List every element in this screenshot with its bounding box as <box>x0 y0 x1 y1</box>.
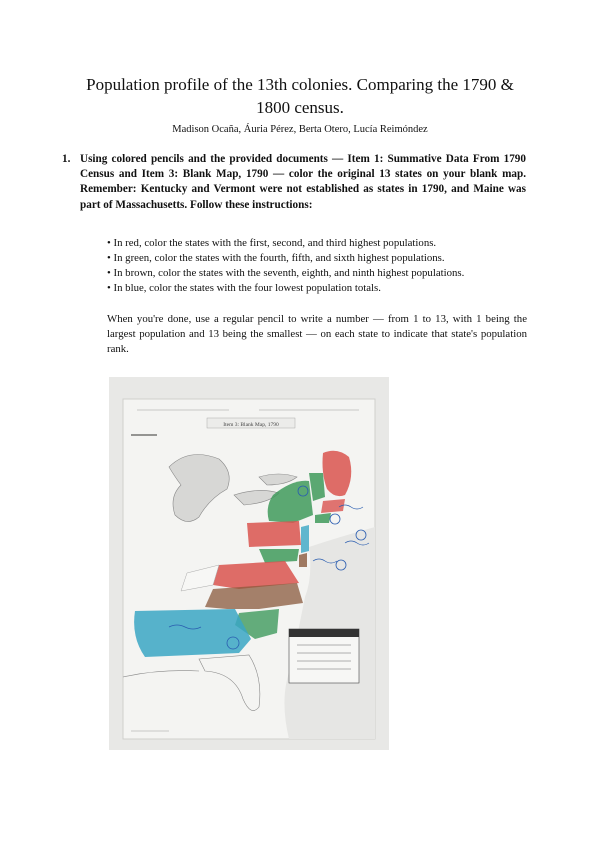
pennsylvania <box>247 521 301 547</box>
map-title: Item 3: Blank Map, 1790 <box>223 422 279 428</box>
document-title <box>40 73 560 119</box>
instruction-brown: • In brown, color the states with the seventh, eighth, and ninth highest populations. <box>107 267 465 279</box>
title-line-1: Population profile of the 13th colonies. Comparing the 1790 & <box>86 75 514 94</box>
legend-box <box>289 629 359 683</box>
question-number: 1. <box>62 153 71 165</box>
legend-header <box>289 629 359 637</box>
instruction-list <box>107 236 537 296</box>
new-jersey <box>301 525 309 553</box>
instruction-blue: • In blue, color the states with the four lowest population totals. <box>107 282 381 294</box>
colored-map-photo <box>109 377 389 750</box>
authors: Madison Ocaña, Áuria Pérez, Berta Otero, Lucía Reimóndez <box>172 124 428 135</box>
instruction-green: • In green, color the states with the fourth, fifth, and sixth highest populations. <box>107 252 445 264</box>
map-illustration <box>109 377 389 750</box>
delaware <box>299 553 307 567</box>
ranking-instructions: When you're done, use a regular pencil to write a number — from 1 to 13, with 1 being the largest population and 13 being the smallest — on each state to indicate that state's population rank. <box>107 313 527 355</box>
instruction-red: • In red, color the states with the first, second, and third highest populations. <box>107 237 437 249</box>
title-line-2: 1800 census. <box>256 98 344 117</box>
question-text: Using colored pencils and the provided documents — Item 1: Summative Data From 1790 Census and Item 3: Blank Map, 1790 — color the original 13 states on your blank map. Remember: Kentucky and Vermont were not established as states in 1790, and Maine was part of Massachusetts. Follow these instructions: <box>80 153 526 211</box>
georgia <box>134 609 251 657</box>
maryland <box>259 549 299 563</box>
question-1 <box>62 152 526 213</box>
